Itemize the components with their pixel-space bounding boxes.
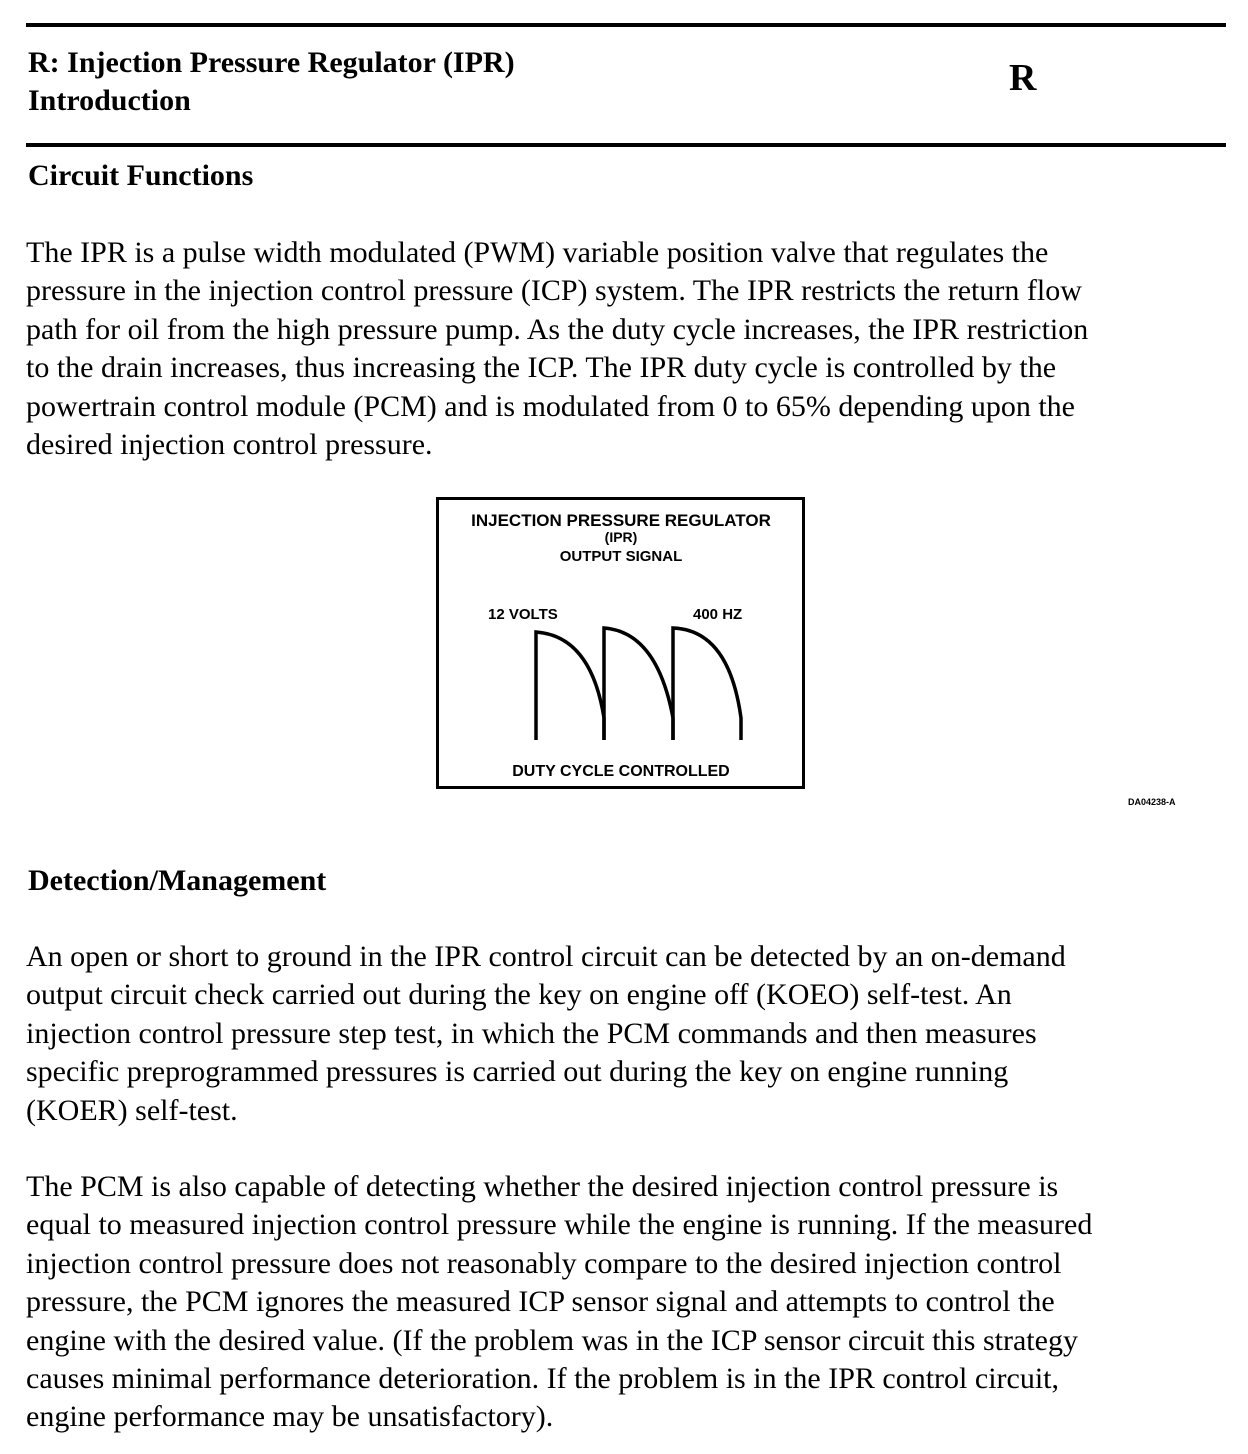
paragraph-line: injection control pressure step test, in which the PCM commands and then measures [26, 1016, 1037, 1050]
detection-paragraph-2 [26, 1168, 1226, 1437]
figure-bottom-label: DUTY CYCLE CONTROLLED [512, 763, 730, 780]
paragraph-line: equal to measured injection control pressure while the engine is running. If the measured [26, 1208, 1093, 1242]
frequency-label: 400 HZ [693, 606, 743, 623]
ipr-output-signal-figure [436, 497, 805, 789]
paragraph-line: pressure, the PCM ignores the measured ICP sensor signal and attempts to control the [26, 1285, 1055, 1319]
title-line-1: R: Injection Pressure Regulator (IPR) [28, 46, 515, 79]
pwm-pulse-2 [604, 628, 673, 740]
paragraph-line: pressure in the injection control pressure (ICP) system. The IPR restricts the return flow [26, 274, 1082, 308]
paragraph-line: An open or short to ground in the IPR control circuit can be detected by an on-demand [26, 940, 1066, 973]
paragraph-line: to the drain increases, thus increasing the ICP. The IPR duty cycle is controlled by the [26, 351, 1057, 385]
pwm-pulse-3 [673, 628, 741, 740]
paragraph-line: specific preprogrammed pressures is carried out during the key on engine running [26, 1055, 1009, 1089]
title-line-2: Introduction [28, 84, 191, 117]
paragraph-line: engine performance may be unsatisfactory). [26, 1400, 554, 1434]
figure-id: DA04238-A [1128, 797, 1176, 807]
voltage-label: 12 VOLTS [488, 606, 558, 623]
circuit-functions-paragraph [26, 234, 1226, 464]
paragraph-line: causes minimal performance deterioration. If the problem is in the IPR control circuit, [26, 1362, 1060, 1396]
ipr-signal-diagram [439, 500, 802, 786]
section-letter: R [1009, 57, 1037, 99]
pwm-pulse-1 [536, 632, 604, 740]
figure-title-line-1: INJECTION PRESSURE REGULATOR [471, 511, 771, 530]
paragraph-line: desired injection control pressure. [26, 428, 433, 462]
paragraph-line: The PCM is also capable of detecting whether the desired injection control pressure is [26, 1170, 1059, 1203]
paragraph-line: output circuit check carried out during the key on engine off (KOEO) self-test. An [26, 978, 1012, 1012]
page-title [28, 44, 515, 120]
detection-management-heading: Detection/Management [28, 864, 327, 897]
paragraph-line: injection control pressure does not reasonably compare to the desired injection control [26, 1246, 1062, 1280]
paragraph-line: (KOER) self-test. [26, 1093, 238, 1127]
figure-title-line-3: OUTPUT SIGNAL [559, 548, 683, 565]
top-rule [26, 23, 1226, 27]
paragraph-line: The IPR is a pulse width modulated (PWM) variable position valve that regulates the [26, 236, 1049, 269]
circuit-functions-heading: Circuit Functions [28, 159, 254, 192]
paragraph-line: path for oil from the high pressure pump. As the duty cycle increases, the IPR restriction [26, 312, 1089, 346]
paragraph-line: powertrain control module (PCM) and is modulated from 0 to 65% depending upon the [26, 389, 1075, 423]
detection-paragraph-1 [26, 938, 1226, 1130]
header-rule [26, 143, 1226, 147]
figure-title-line-2: (IPR) [604, 529, 638, 545]
paragraph-line: engine with the desired value. (If the problem was in the ICP sensor circuit this strategy [26, 1323, 1078, 1357]
